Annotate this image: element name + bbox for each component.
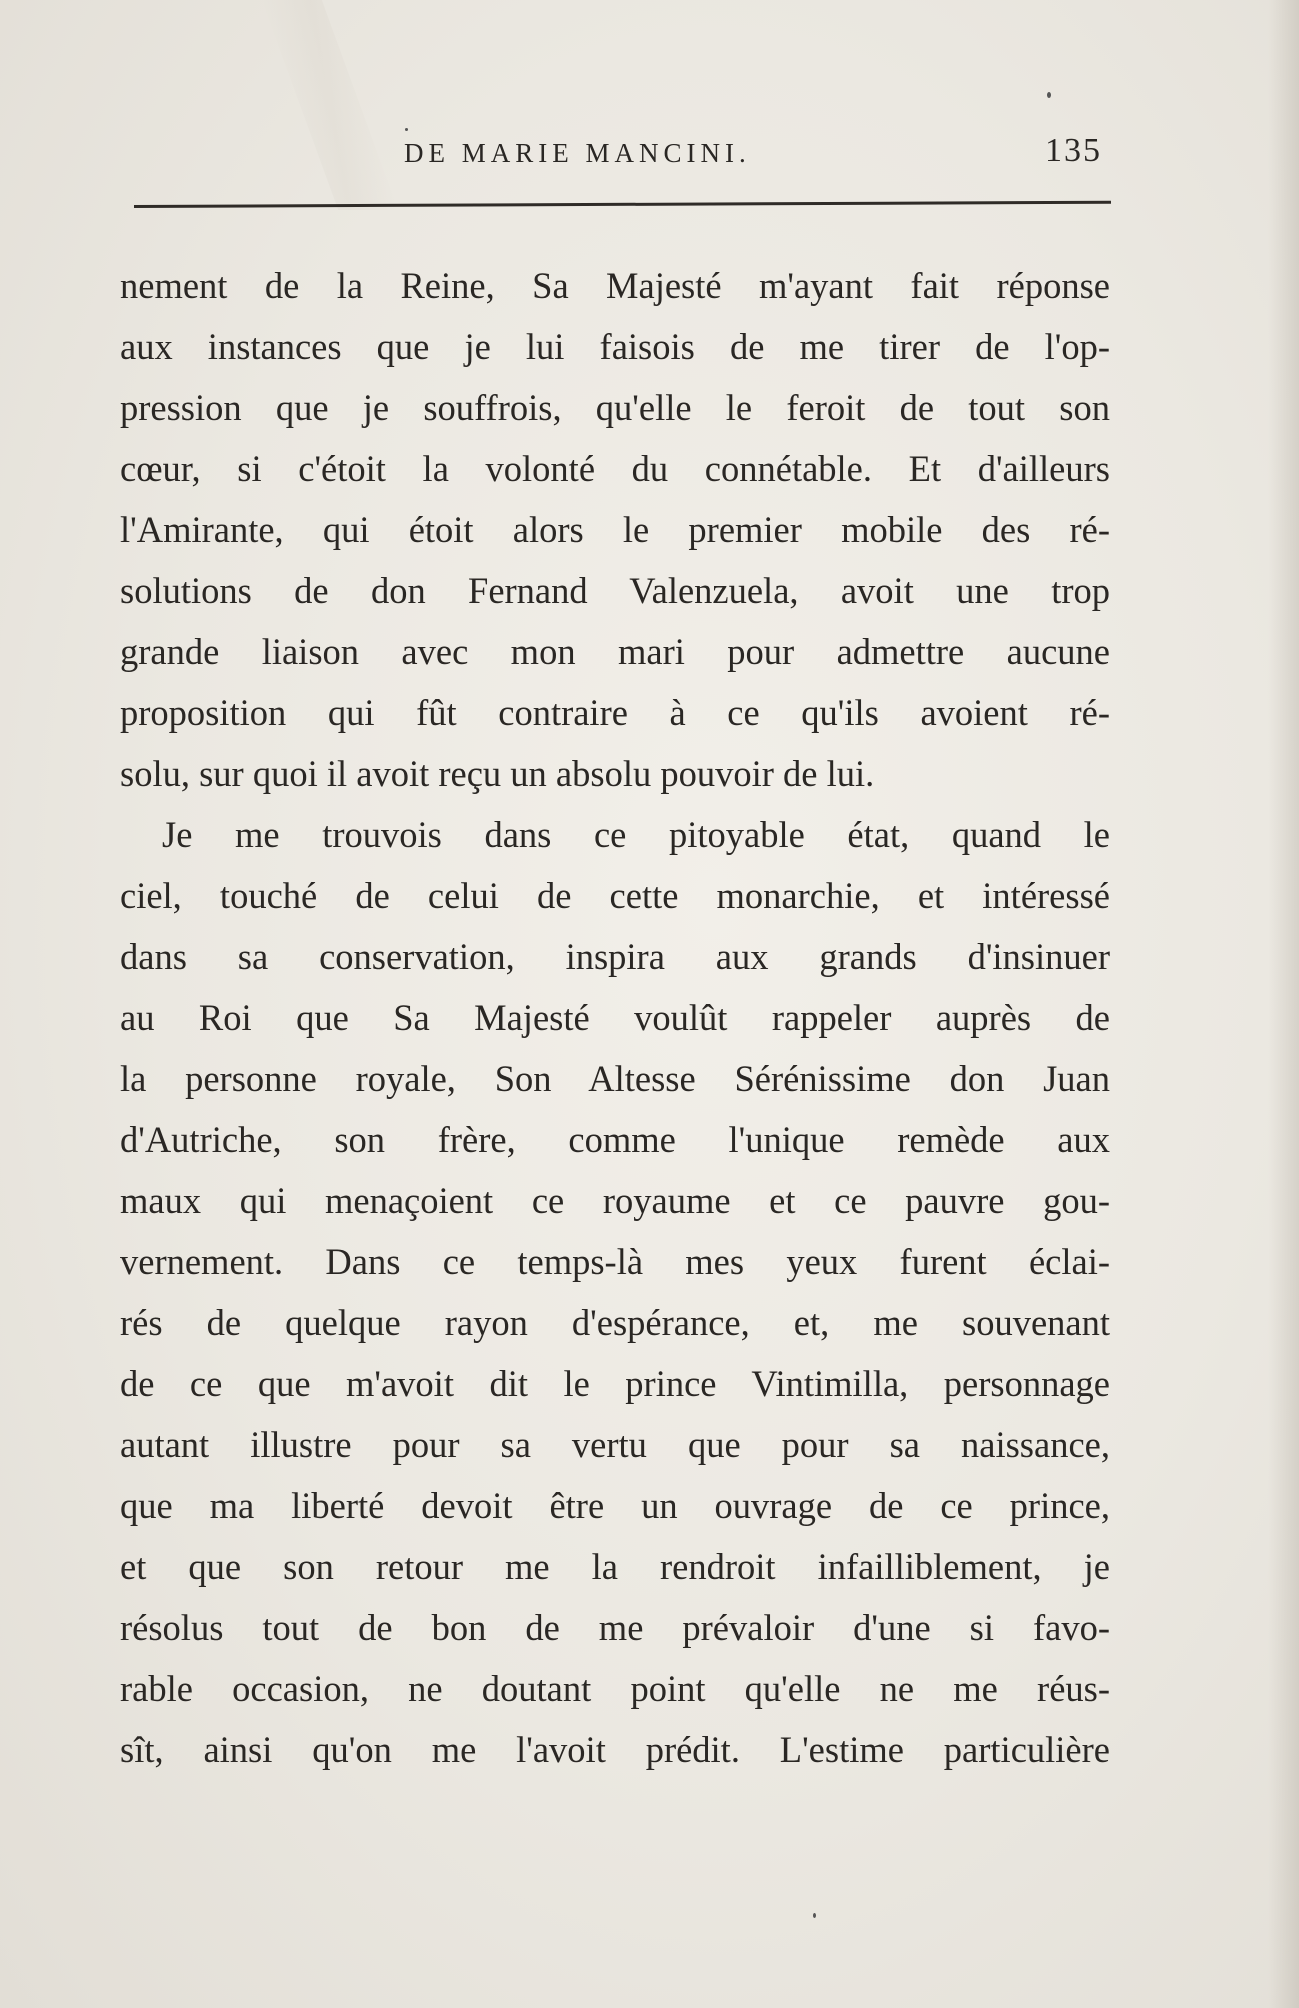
ink-speck [1047,92,1051,98]
text-line: au Roi que Sa Majesté voulût rappeler auprès de [120,997,1110,1038]
text-line: autant illustre pour sa vertu que pour sa naissance, [120,1424,1110,1465]
ink-speck [813,1913,816,1918]
text-line: et que son retour me la rendroit infailliblement, je [120,1546,1110,1587]
text-line: maux qui menaçoient ce royaume et ce pauvre gou- [120,1180,1110,1221]
text-line: dans sa conservation, inspira aux grands d'insinuer [120,936,1110,977]
text-line: proposition qui fût contraire à ce qu'ils avoient ré- [120,692,1110,733]
text-line: rés de quelque rayon d'espérance, et, me souvenant [120,1302,1110,1343]
text-line: rable occasion, ne doutant point qu'elle ne me réus- [120,1668,1110,1709]
text-line: la personne royale, Son Altesse Sérénissime don Juan [120,1058,1110,1099]
text-line: Je me trouvois dans ce pitoyable état, quand le [162,814,1110,855]
text-line: cœur, si c'étoit la volonté du connétable. Et d'ailleurs [120,448,1110,489]
running-title: DE MARIE MANCINI. [404,138,751,168]
text-line: aux instances que je lui faisois de me tirer de l'op- [120,326,1110,367]
text-line: pression que je souffrois, qu'elle le feroit de tout son [120,387,1110,428]
body-text [120,256,1110,1816]
text-line: nement de la Reine, Sa Majesté m'ayant fait réponse [120,265,1110,306]
text-line: vernement. Dans ce temps-là mes yeux furent éclai- [120,1241,1110,1282]
text-line: que ma liberté devoit être un ouvrage de ce prince, [120,1485,1110,1526]
paper-crease [262,0,398,210]
text-line: solutions de don Fernand Valenzuela, avoit une trop [120,570,1110,611]
text-line: d'Autriche, son frère, comme l'unique remède aux [120,1119,1110,1160]
text-line: solu, sur quoi il avoit reçu un absolu pouvoir de lui. [120,753,875,794]
text-line: sît, ainsi qu'on me l'avoit prédit. L'estime particulière [120,1729,1110,1770]
ink-speck [405,128,408,131]
header-rule [134,201,1111,208]
text-line: ciel, touché de celui de cette monarchie, et intéressé [120,875,1110,916]
text-line: grande liaison avec mon mari pour admettre aucune [120,631,1110,672]
page-number: 135 [1045,132,1102,169]
text-line: de ce que m'avoit dit le prince Vintimilla, personnage [120,1363,1110,1404]
text-line: l'Amirante, qui étoit alors le premier mobile des ré- [120,509,1110,550]
page-edge-shadow [1268,0,1299,2008]
text-line: résolus tout de bon de me prévaloir d'une si favo- [120,1607,1110,1648]
page-header [0,132,1299,178]
